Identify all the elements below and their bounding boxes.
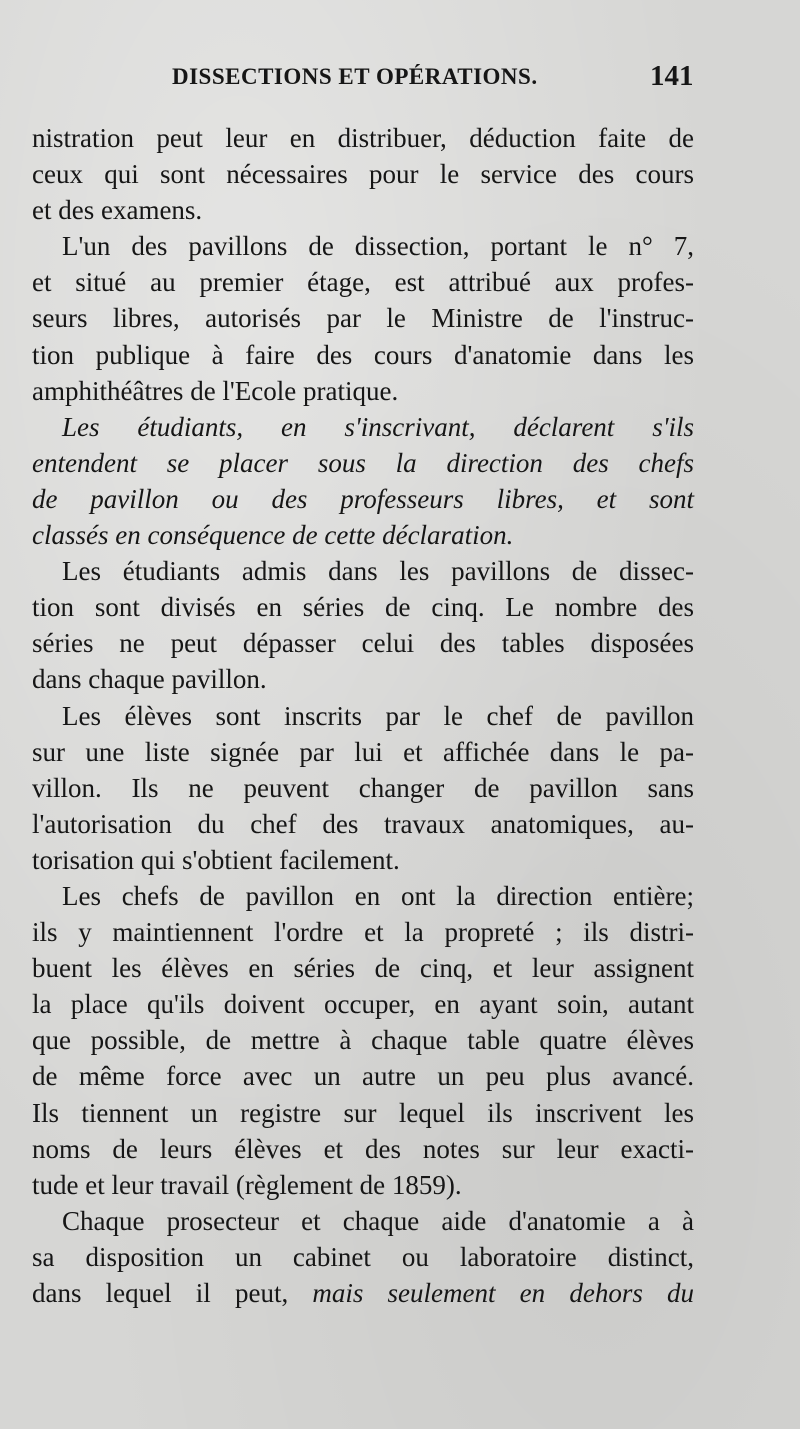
text-line <box>32 589 694 625</box>
text-segment: torisation qui s'obtient facilement. <box>32 844 400 875</box>
text-line <box>32 625 694 661</box>
text-segment: tude et leur travail (règlement de 1859). <box>32 1169 462 1200</box>
text-segment: dans lequel il peut, <box>32 1278 313 1308</box>
text-line <box>32 228 694 264</box>
text-segment: buent les élèves en séries de cinq, et leur assignent <box>32 953 694 984</box>
text-line <box>32 1022 694 1058</box>
text-segment: Chaque prosecteur et chaque aide d'anatomie a à <box>62 1205 694 1236</box>
text-line <box>32 950 694 986</box>
text-line <box>32 409 694 445</box>
text-segment: tion publique à faire des cours d'anatomie dans les <box>32 339 694 370</box>
text-line <box>32 192 694 228</box>
text-segment: ceux qui sont nécessaires pour le service des cours <box>32 159 694 190</box>
text-line <box>32 914 694 950</box>
body-text <box>32 120 694 1311</box>
text-line <box>32 661 694 697</box>
text-segment: amphithéâtres de l'Ecole pratique. <box>32 375 399 406</box>
text-segment: et des examens. <box>32 195 203 226</box>
text-segment: ils y maintiennent l'ordre et la propreté ; ils distri- <box>32 917 694 948</box>
text-segment: dans chaque pavillon. <box>32 664 267 695</box>
text-segment: de même force avec un autre un peu plus avancé. <box>32 1061 694 1092</box>
running-head <box>0 60 800 100</box>
text-line <box>32 1095 694 1131</box>
text-line <box>32 698 694 734</box>
text-line <box>32 1058 694 1094</box>
text-segment: sur une liste signée par lui et affichée dans le pa- <box>32 736 694 767</box>
text-line <box>32 986 694 1022</box>
text-line <box>32 1239 694 1275</box>
text-line <box>32 1275 694 1311</box>
italic-text: classés en conséquence de cette déclaration. <box>32 520 514 551</box>
text-line <box>32 481 694 517</box>
text-segment: Les étudiants admis dans les pavillons de dissec- <box>62 556 694 587</box>
text-line <box>32 806 694 842</box>
text-segment: sa disposition un cabinet ou laboratoire distinct, <box>32 1241 694 1272</box>
text-line <box>32 517 694 553</box>
page-number: 141 <box>650 60 694 92</box>
italic-text: mais seulement en dehors du <box>312 1278 694 1308</box>
text-line <box>32 734 694 770</box>
italic-text: entendent se placer sous la direction des chefs <box>32 447 694 478</box>
text-segment: nistration peut leur en distribuer, déduction faite de <box>32 123 694 153</box>
italic-text: Les étudiants, en s'inscrivant, déclarent s'ils <box>62 411 694 442</box>
text-segment: séries ne peut dépasser celui des tables disposées <box>32 628 694 659</box>
text-segment: Ils tiennent un registre sur lequel ils inscrivent les <box>32 1097 694 1128</box>
text-line <box>32 842 694 878</box>
text-segment: villon. Ils ne peuvent changer de pavillon sans <box>32 772 694 803</box>
text-line <box>32 878 694 914</box>
text-segment: Les chefs de pavillon en ont la direction entière; <box>62 880 694 911</box>
text-line <box>32 337 694 373</box>
text-segment: L'un des pavillons de dissection, portant le n° 7, <box>62 231 694 262</box>
italic-text: de pavillon ou des professeurs libres, et sont <box>32 483 694 514</box>
text-line <box>32 1203 694 1239</box>
text-line <box>32 300 694 336</box>
text-segment: l'autorisation du chef des travaux anatomiques, au- <box>32 808 694 839</box>
text-line <box>32 1131 694 1167</box>
text-segment: seurs libres, autorisés par le Ministre de l'instruc- <box>32 303 694 334</box>
text-line <box>32 445 694 481</box>
text-segment: noms de leurs élèves et des notes sur leur exacti- <box>32 1133 694 1164</box>
text-line <box>32 156 694 192</box>
text-segment: que possible, de mettre à chaque table quatre élèves <box>32 1025 694 1056</box>
text-line <box>32 264 694 300</box>
text-line <box>32 120 694 156</box>
text-segment: tion sont divisés en séries de cinq. Le nombre des <box>32 592 694 623</box>
text-segment: la place qu'ils doivent occuper, en ayant soin, autant <box>32 989 694 1020</box>
text-line <box>32 1167 694 1203</box>
text-line <box>32 553 694 589</box>
text-segment: Les élèves sont inscrits par le chef de pavillon <box>62 700 694 731</box>
text-segment: et situé au premier étage, est attribué aux profes- <box>32 267 694 298</box>
text-line <box>32 373 694 409</box>
running-title: DISSECTIONS ET OPÉRATIONS. <box>172 64 538 89</box>
text-line <box>32 770 694 806</box>
